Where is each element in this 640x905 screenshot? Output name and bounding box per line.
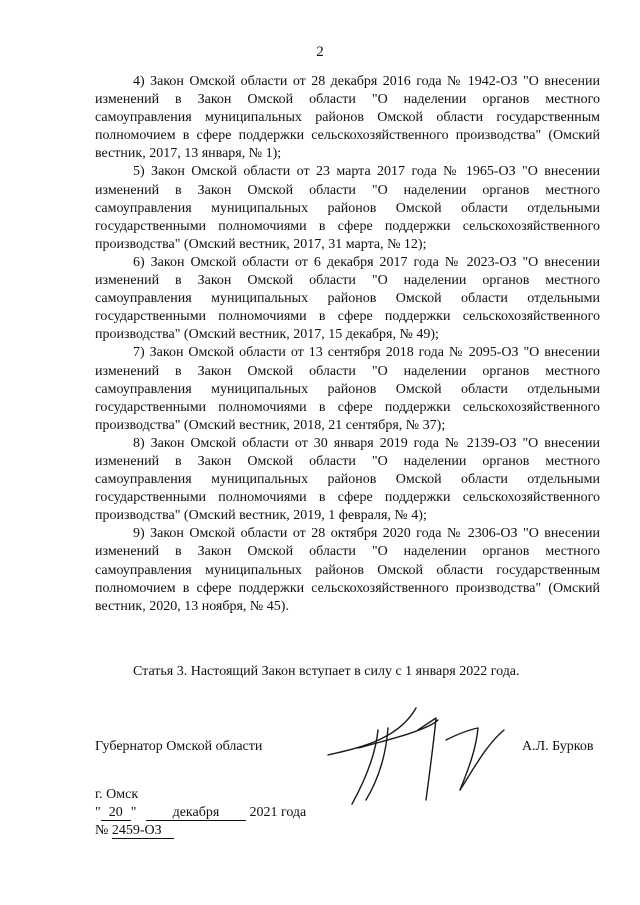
handwritten-signature bbox=[318, 700, 508, 810]
signatory-name: А.Л. Бурков bbox=[522, 739, 594, 754]
date-year: 2021 года bbox=[249, 805, 307, 820]
law-list bbox=[95, 73, 600, 616]
number-sign: № bbox=[95, 823, 109, 838]
article-3: Статья 3. Настоящий Закон вступает в силу с 1 января 2022 года. bbox=[133, 664, 520, 679]
list-item: 7) Закон Омской области от 13 сентября 2018 года № 2095-ОЗ "О внесении изменений в Закон Омской области "О наделении органов местного самоуправления муниципальных районов Омской области отдельными государственными полномочиями в сфере поддержки сельскохозяйственного производства" (Омский вестник, 2018, 21 сентября, № 37); bbox=[95, 345, 600, 433]
list-item: 5) Закон Омской области от 23 марта 2017 года № 1965-ОЗ "О внесении изменений в Закон Омской области "О наделении органов местного самоуправления муниципальных районов Омской области отдельными государственными полномочиями в сфере поддержки сельскохозяйственного производства" (Омский вестник, 2017, 31 марта, № 12); bbox=[95, 164, 600, 252]
list-item: 4) Закон Омской области от 28 декабря 2016 года № 1942-ОЗ "О внесении изменений в Закон Омской области "О наделении органов местного самоуправления муниципальных районов Омской области государственным полномочием в сфере поддержки сельскохозяйственного производства" (Омский вестник, 2017, 13 января, № 1); bbox=[95, 74, 600, 162]
signatory-title: Губернатор Омской области bbox=[95, 739, 263, 754]
place: г. Омск bbox=[95, 787, 139, 802]
signing-date: " 20 " декабря 2021 года bbox=[95, 805, 307, 820]
page-number: 2 bbox=[316, 44, 324, 60]
list-item: 8) Закон Омской области от 30 января 2019 года № 2139-ОЗ "О внесении изменений в Закон Омской области "О наделении органов местного самоуправления муниципальных районов Омской области отдельными государственными полномочиями в сфере поддержки сельскохозяйственного производства" (Омский вестник, 2019, 1 февраля, № 4); bbox=[95, 435, 600, 524]
date-day: 20 bbox=[101, 806, 131, 821]
list-item: 6) Закон Омской области от 6 декабря 2017 года № 2023-ОЗ "О внесении изменений в Закон Омской области "О наделении органов местного самоуправления муниципальных районов Омской области отдельными государственными полномочиями в сфере поддержки сельскохозяйственного производства" (Омский вестник, 2017, 15 декабря, № 49); bbox=[95, 254, 600, 343]
law-number bbox=[95, 823, 174, 839]
date-month: декабря bbox=[146, 806, 246, 821]
number-value: 2459-ОЗ bbox=[112, 824, 174, 839]
list-item: 9) Закон Омской области от 28 октября 2020 года № 2306-ОЗ "О внесении изменений в Закон Омской области "О наделении органов местного самоуправления муниципальных районов Омской области государственным полномочием в сфере поддержки сельскохозяйственного производства" (Омский вестник, 2020, 13 ноября, № 45). bbox=[95, 526, 600, 614]
